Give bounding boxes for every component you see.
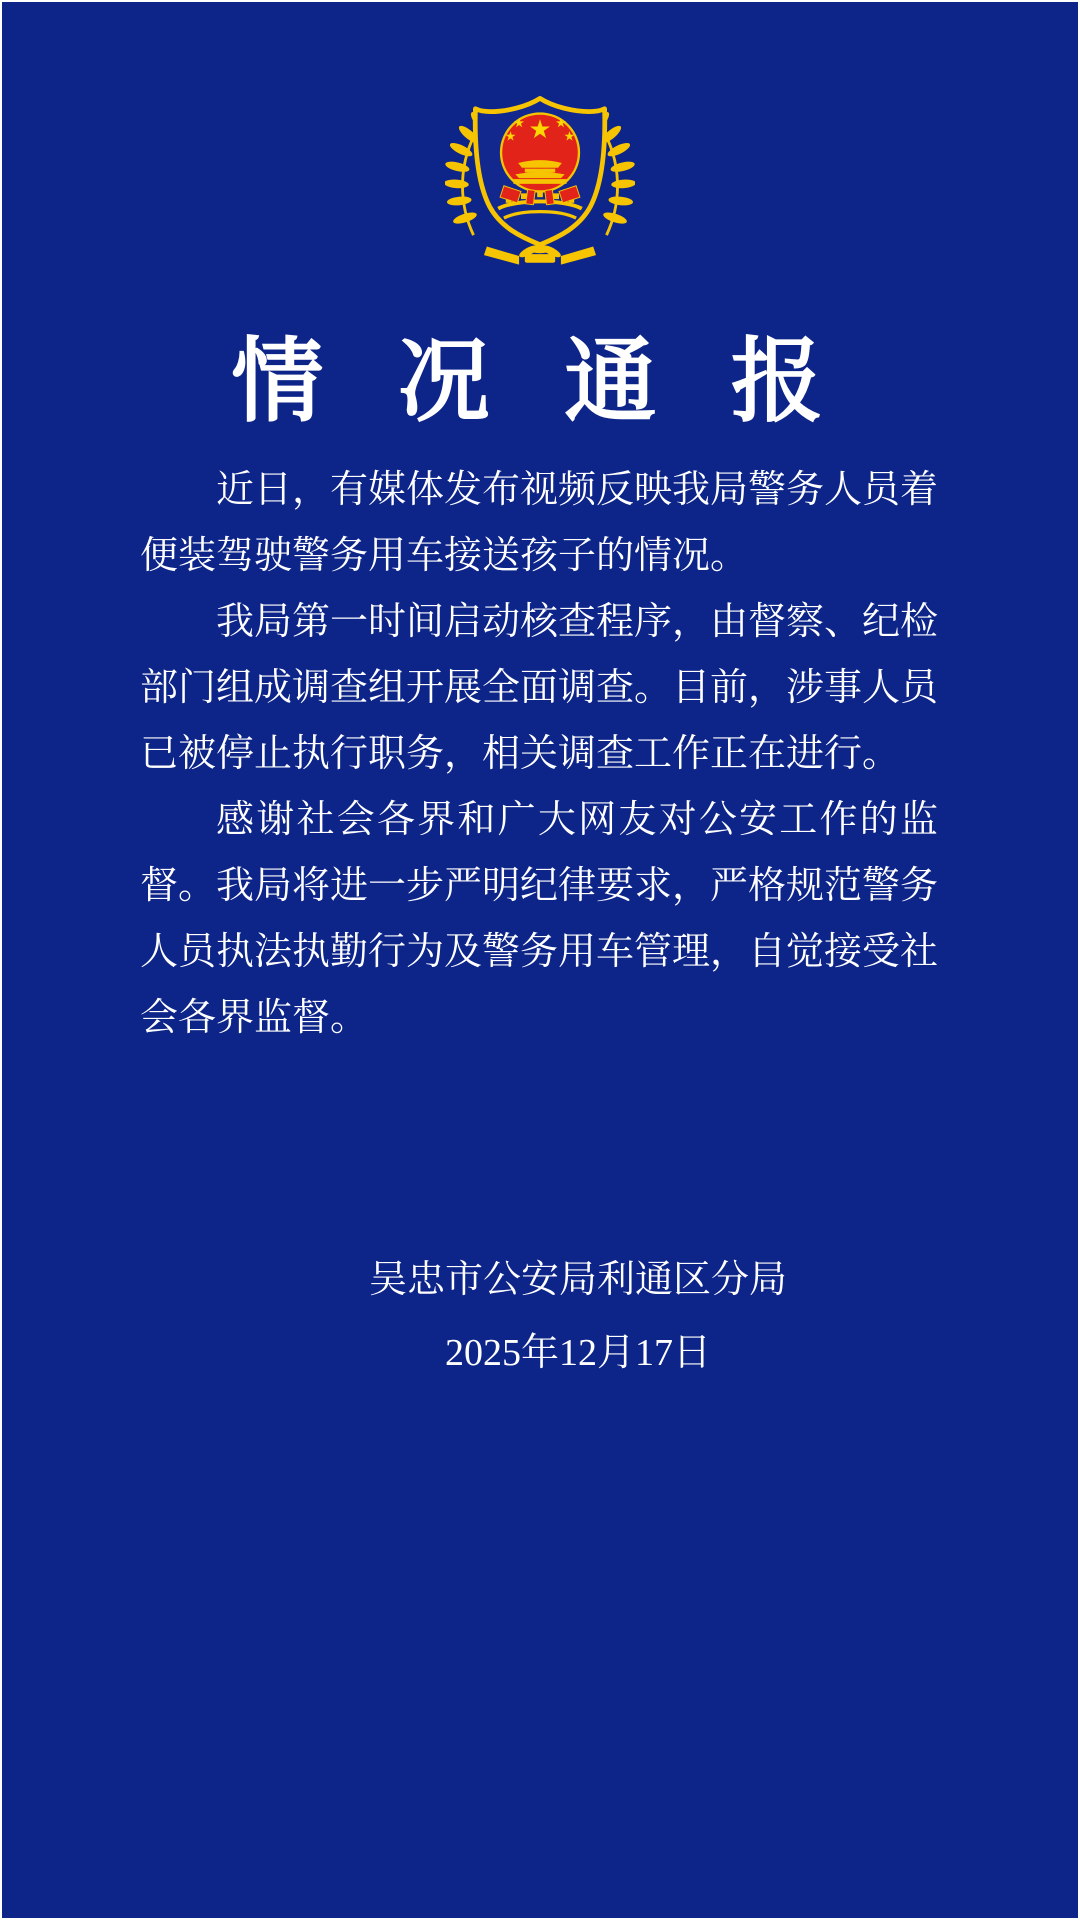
paragraph-3 <box>140 787 938 1051</box>
body-line: 人员执法执勤行为及警务用车管理，自觉接受社 <box>140 931 939 973</box>
paragraph-1 <box>140 457 938 589</box>
paragraph-2 <box>140 589 938 787</box>
body-line: 感谢社会各界和广大网友对公安工作的监 <box>216 799 938 841</box>
police-emblem-icon <box>445 92 635 270</box>
body-line: 近日，有媒体发布视频反映我局警务人员着 <box>216 469 939 511</box>
body-line: 便装驾驶警务用车接送孩子的情况。 <box>140 535 749 577</box>
body-line: 督。我局将进一步严明纪律要求，严格规范警务 <box>140 865 939 907</box>
issue-date: 2025年12月17日 <box>444 1332 711 1374</box>
body-line: 会各界监督。 <box>140 997 369 1039</box>
signature-block <box>2 1244 1078 1390</box>
notice-body <box>140 457 938 1051</box>
issuing-agency: 吴忠市公安局利通区分局 <box>368 1259 787 1301</box>
notice-title: 情 况 通 报 <box>231 331 849 433</box>
body-line: 已被停止执行职务，相关调查工作正在进行。 <box>140 733 901 775</box>
body-line: 我局第一时间启动核查程序，由督察、纪检 <box>216 601 939 643</box>
body-line: 部门组成调查组开展全面调查。目前，涉事人员 <box>140 667 939 709</box>
